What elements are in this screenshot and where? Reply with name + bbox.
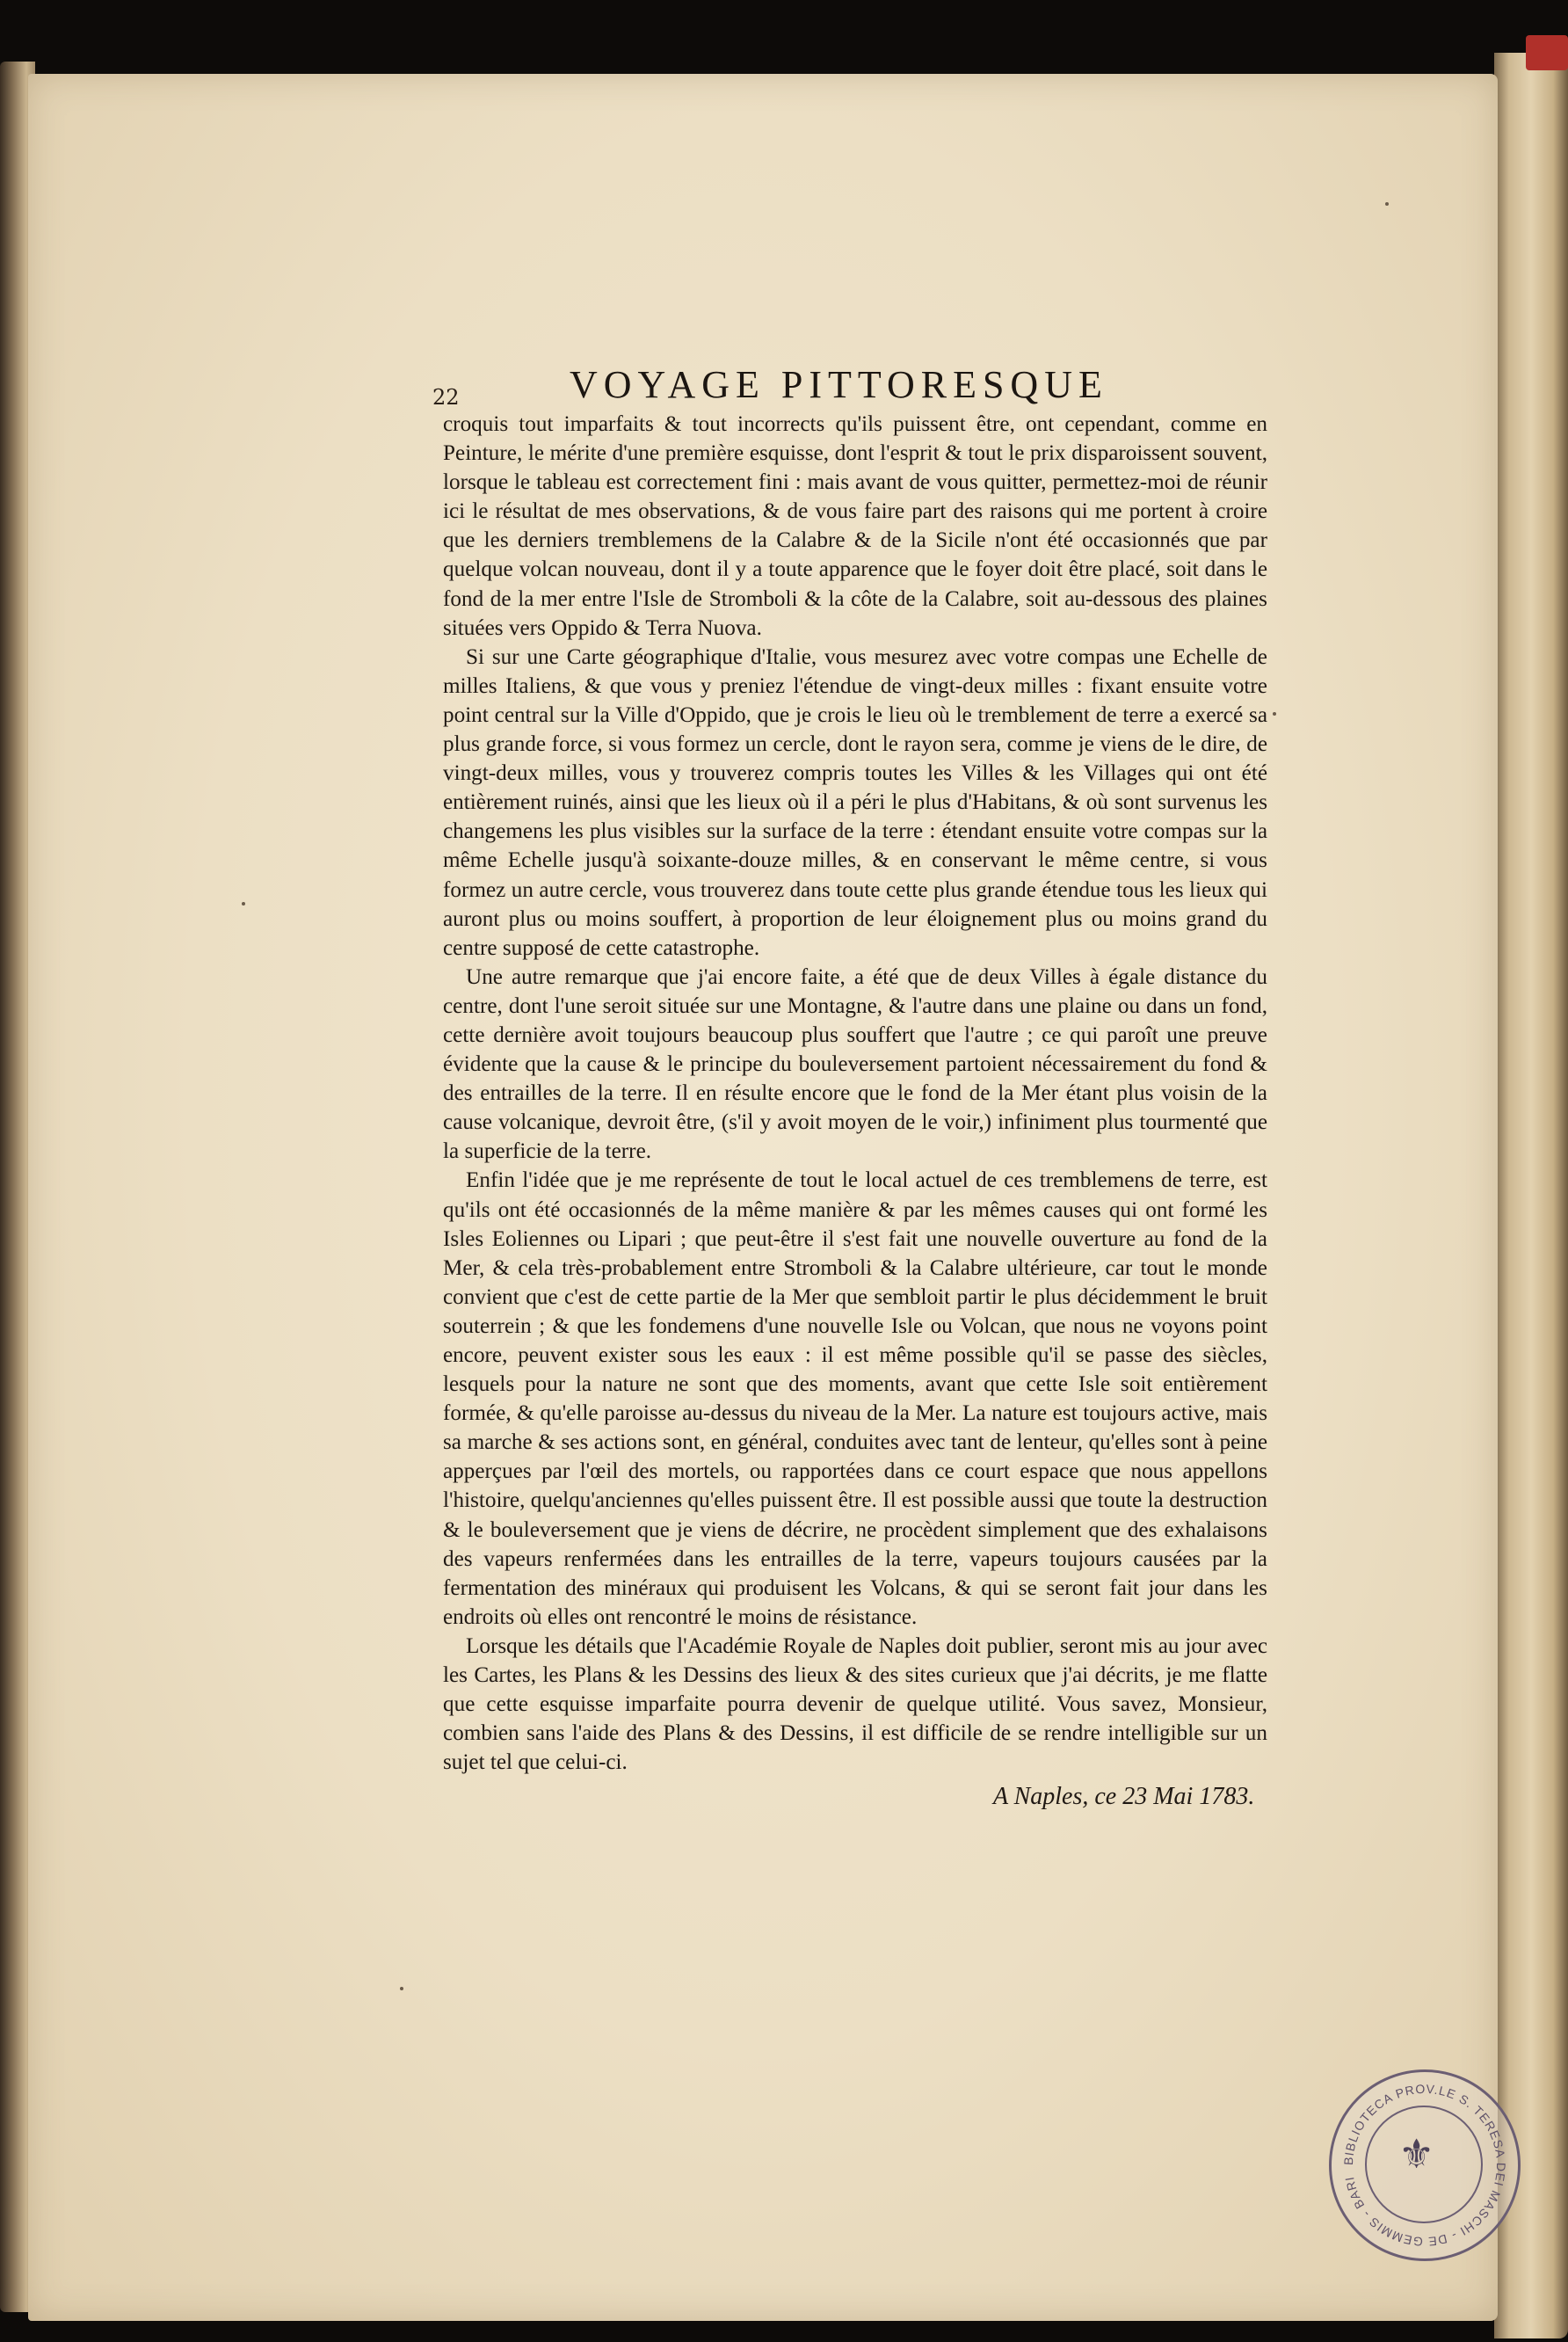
coat-of-arms-icon: ⚜ (1398, 2130, 1435, 2178)
paper-speck (242, 902, 245, 906)
body-text (443, 410, 1267, 1777)
paragraph: Lorsque les détails que l'Académie Royale de Naples doit publier, seront mis au jour avec les Cartes, les Plans & les Dessins des lieux & des sites curieux que j'ai décrits, je me flatte que cette esquisse imparfaite pourra devenir de quelque utilité. Vous savez, Monsieur, combien sans l'aide des Plans & des Dessins, il est difficile de se rendre intelligible sur un sujet tel que celui-ci. (443, 1633, 1267, 1775)
book-right-leaves (1494, 53, 1568, 2338)
paragraph: Enfin l'idée que je me représente de tout le local actuel de ces tremblemens de terre, est qu'ils ont été occasionnés de la même manière & par les mêmes causes qui ont formé les Isles Eoliennes ou Lipari ; que peut-être il s'est fait une nouvelle ouverture au fond de la Mer, & cela très-probablement entre Stromboli & la Calabre ultérieure, car tout le monde convient que c'est de cette partie de la Mer que sembloit partir le plus décidemment le bruit souterrein ; & que les fondemens d'une nouvelle Isle ou Volcan, que nous ne voyons point encore, peuvent exister sous les eaux : il est même possible qu'il se passe des siècles, lesquels pour la nature ne sont que des moments, avant que cette Isle soit entièrement formée, & qu'elle paroisse au-dessus du niveau de la Mer. La nature est toujours active, mais sa marche & ses actions sont, en général, conduites avec tant de lenteur, qu'elles sont à peine apperçues par l'œil des mortels, ou rapportées dans ce court espace que nous appellons l'histoire, quelqu'anciennes qu'elles puissent être. Il est possible aussi que toute la destruction & le bouleversement que je viens de décrire, ne procèdent simplement que des exhalaisons des vapeurs renfermées dans les entrailles de la terre, vapeurs toujours causées par la fermentation des minéraux qui produisent les Volcans, & qui se seront fait jour dans les endroits où elles ont rencontré le moins de résistance. (443, 1168, 1267, 1629)
paragraph: croquis tout imparfaits & tout incorrects qu'ils puissent être, ont cependant, comme en Peinture, le mérite d'une première esquisse, dont l'esprit & tout le prix disparoissent souvent, lorsque le tableau est correctement fini : mais avant de vous quitter, permettez-moi de réunir ici le résultat de mes observations, & de vous faire part des raisons qui me portent à croire que les derniers tremblemens de la Calabre & de la Sicile n'ont été occasionnés que par quelque volcan nouveau, dont il y a toute apparence que le foyer doit être placé, soit dans le fond de la mer entre l'Isle de Stromboli & la côte de la Calabre, soit au-dessous des plaines situées vers Oppido & Terra Nuova. (443, 412, 1267, 640)
paragraph: Une autre remarque que j'ai encore faite, a été que de deux Villes à égale distance du centre, dont l'une seroit située sur une Montagne, & l'autre dans une plaine ou dans un fond, cette dernière avoit toujours beaucoup plus souffert que l'autre ; ce qui paroît une preuve évidente que la cause & le principe du bouleversement partoient nécessairement du fond & des entrailles de la terre. Il en résulte encore que le fond de la Mer étant plus voisin de la cause volcanique, devroit être, (s'il y avoit moyen de le voir,) infiniment plus tourmenté que la superficie de la terre. (443, 964, 1267, 1164)
page-header (432, 362, 1267, 415)
dateline: A Naples, ce 23 Mai 1783. (993, 1783, 1255, 1810)
library-stamp (1329, 2069, 1521, 2261)
red-page-marker (1526, 35, 1568, 70)
stamp-text: BIBLIOTECA PROV.LE S. TERESA DEI MASCHI - DE GEMMIS - BARI (1340, 2081, 1509, 2250)
page-number: 22 (432, 385, 460, 410)
paper-speck (1273, 712, 1276, 716)
paper-speck (400, 1987, 403, 1990)
running-title: VOYAGE PITTORESQUE (570, 363, 1108, 406)
paper-speck (1385, 202, 1389, 206)
paragraph: Si sur une Carte géographique d'Italie, vous mesurez avec votre compas une Echelle de milles Italiens, & que vous y preniez l'étendue de vingt-deux milles : fixant ensuite votre point central sur la Ville d'Oppido, que je crois le lieu où le tremblement de terre a exercé sa plus grande force, si vous formez un cercle, dont le rayon sera, comme je viens de le dire, de vingt-deux milles, vous y trouverez compris toutes les Villes & les Villages qui ont été entièrement ruinés, ainsi que les lieux où il a péri le plus d'Habitans, & où sont survenus les changemens les plus visibles sur la surface de la terre : étendant ensuite votre compas sur la même Echelle jusqu'à soixante-douze milles, & en conservant le même centre, si vous formez un autre cercle, vous trouverez dans toute cette plus grande étendue tous les lieux qui auront plus ou moins souffert, à proportion de leur éloignement plus ou moins grand du centre supposé de cette catastrophe. (443, 644, 1267, 960)
